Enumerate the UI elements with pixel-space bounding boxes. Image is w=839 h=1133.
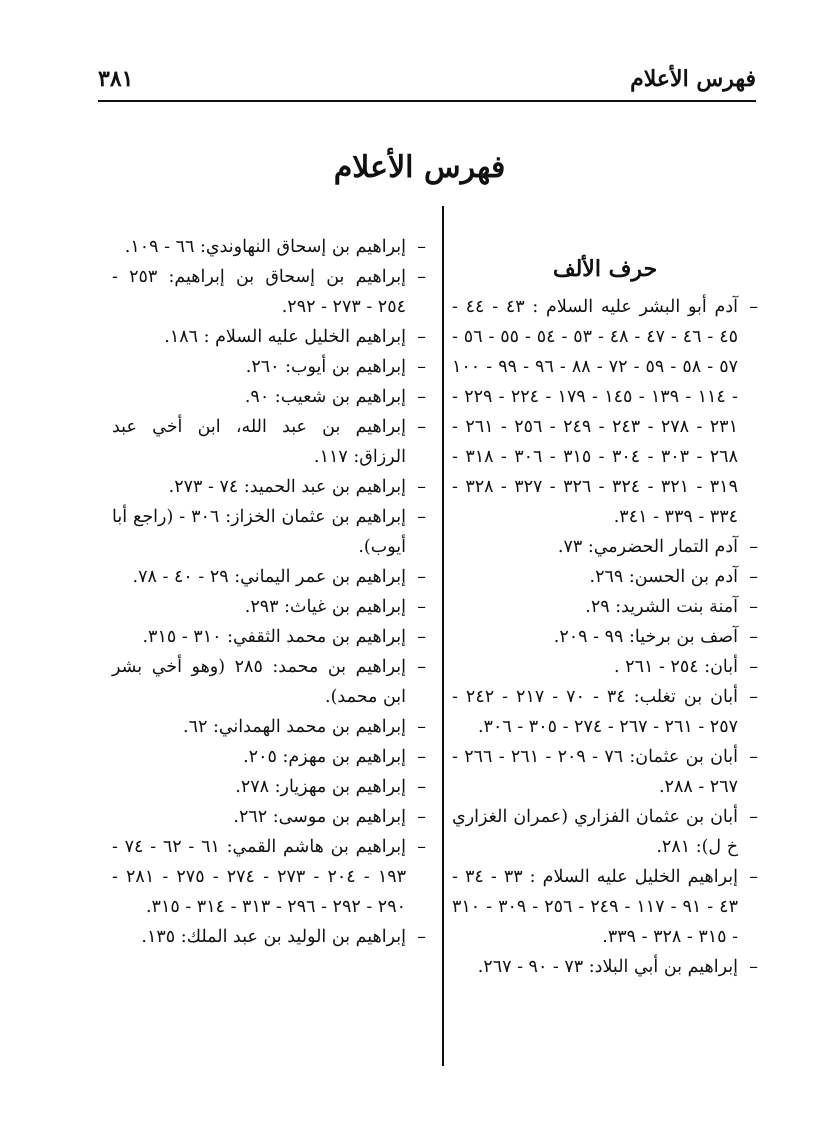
index-entry: – آدم التمار الحضرمي: ٧٣. xyxy=(557,537,758,557)
page-number: ٣٨١ xyxy=(98,66,134,92)
index-entry: – إبراهيم بن عبد الحميد: ٧٤ - ٢٧٣. xyxy=(168,477,426,497)
index-entry: – إبراهيم بن محمد: ٢٨٥ (وهو أخي بشر ابن محمد). xyxy=(112,657,426,707)
index-entry: – آصف بن برخيا: ٩٩ - ٢٠٩. xyxy=(553,627,758,647)
index-entry: – إبراهيم بن عثمان الخزاز: ٣٠٦ - (راجع أبا أيوب). xyxy=(112,507,426,557)
index-entry: – أبان: ٢٥٤ - ٢٦١ . xyxy=(614,657,758,677)
index-entry: – إبراهيم بن أيوب: ٢٦٠. xyxy=(245,357,426,377)
index-entry: – إبراهيم بن إسحاق النهاوندي: ٦٦ - ١٠٩. xyxy=(124,237,426,257)
index-entry: – إبراهيم بن محمد الثقفي: ٣١٠ - ٣١٥. xyxy=(142,627,426,647)
index-entry: – إبراهيم بن مهزم: ٢٠٥. xyxy=(243,747,426,767)
index-entry: – إبراهيم بن أبي البلاد: ٧٣ - ٩٠ - ٢٦٧. xyxy=(477,957,758,977)
index-entry: – آمنة بنت الشريد: ٢٩. xyxy=(585,597,758,617)
left-column xyxy=(112,232,426,952)
right-column xyxy=(452,232,758,982)
index-entry: – إبراهيم بن مهزيار: ٢٧٨. xyxy=(235,777,426,797)
index-entry: – إبراهيم بن محمد الهمداني: ٦٢. xyxy=(183,717,426,737)
index-entry: – إبراهيم بن إسحاق بن إبراهيم: ٢٥٣ - ٢٥٤ - ٢٧٣ - ٢٩٢. xyxy=(112,267,426,317)
index-entry: – أبان بن عثمان الفزاري (عمران الغزاري خ ل): ٢٨١. xyxy=(452,807,758,857)
index-entry: – إبراهيم بن غياث: ٢٩٣. xyxy=(244,597,426,617)
index-entry: – إبراهيم بن عبد الله، ابن أخي عبد الرزاق: ١١٧. xyxy=(112,417,426,467)
page-title: فهرس الأعلام xyxy=(333,150,506,185)
header-rule xyxy=(98,100,756,102)
column-divider xyxy=(442,206,444,1066)
section-heading: حرف الألف xyxy=(552,256,658,282)
index-entry: – إبراهيم الخليل عليه السلام : ٣٣ - ٣٤ - ٤٣ - ٩١ - ١١٧ - ٢٤٩ - ٢٥٦ - ٣٠٩ - ٣١٠ - ٣١٥ - ٣٢٨ - ٣٣٩. xyxy=(452,867,758,947)
index-entry: – إبراهيم بن موسى: ٢٦٢. xyxy=(233,807,426,827)
running-title: فهرس الأعلام xyxy=(630,66,756,92)
index-entry: – إبراهيم بن عمر اليماني: ٢٩ - ٤٠ - ٧٨. xyxy=(132,567,426,587)
index-entry: – إبراهيم بن الوليد بن عبد الملك: ١٣٥. xyxy=(141,927,426,947)
index-entry: – إبراهيم بن هاشم القمي: ٦١ - ٦٢ - ٧٤ - ١٩٣ - ٢٠٤ - ٢٧٣ - ٢٧٤ - ٢٧٥ - ٢٨١ - ٢٩٠ - ٢٩٢ - ٢٩٦ - ٣١٣ - ٣١٤ - ٣١٥. xyxy=(112,837,426,917)
index-entry: – أبان بن تغلب: ٣٤ - ٧٠ - ٢١٧ - ٢٤٢ - ٢٥٧ - ٢٦١ - ٢٦٧ - ٢٧٤ - ٣٠٥ - ٣٠٦. xyxy=(452,687,758,737)
index-entry: – أبان بن عثمان: ٧٦ - ٢٠٩ - ٢٦١ - ٢٦٦ - ٢٦٧ - ٢٨٨. xyxy=(452,747,758,797)
index-entry: – آدم بن الحسن: ٢٦٩. xyxy=(589,567,758,587)
index-entry: – إبراهيم بن شعيب: ٩٠. xyxy=(244,387,426,407)
page-header xyxy=(98,62,756,102)
index-entry: – آدم أبو البشر عليه السلام : ٤٣ - ٤٤ - ٤٥ - ٤٦ - ٤٧ - ٤٨ - ٥٣ - ٥٤ - ٥٥ - ٥٦ - ٥٧ - ٥٨ - ٥٩ - ٧٢ - ٨٨ - ٩٦ - ٩٩ - ١٠٠ - ١١٤ - ١٣٩ - ١٤٥ - ١٧٩ - ٢٢٤ - ٢٢٩ - ٢٣١ - ٢٧٨ - ٢٤٣ - ٢٤٩ - ٢٥٦ - ٢٦١ - ٢٦٨ - ٣٠٣ - ٣٠٤ - ٣١٥ - ٣٠٦ - ٣١٨ - ٣١٩ - ٣٢١ - ٣٢٤ - ٣٢٦ - ٣٢٧ - ٣٢٨ - ٣٣٤ - ٣٣٩ - ٣٤١. xyxy=(452,297,758,527)
index-entry: – إبراهيم الخليل عليه السلام : ١٨٦. xyxy=(164,327,426,347)
